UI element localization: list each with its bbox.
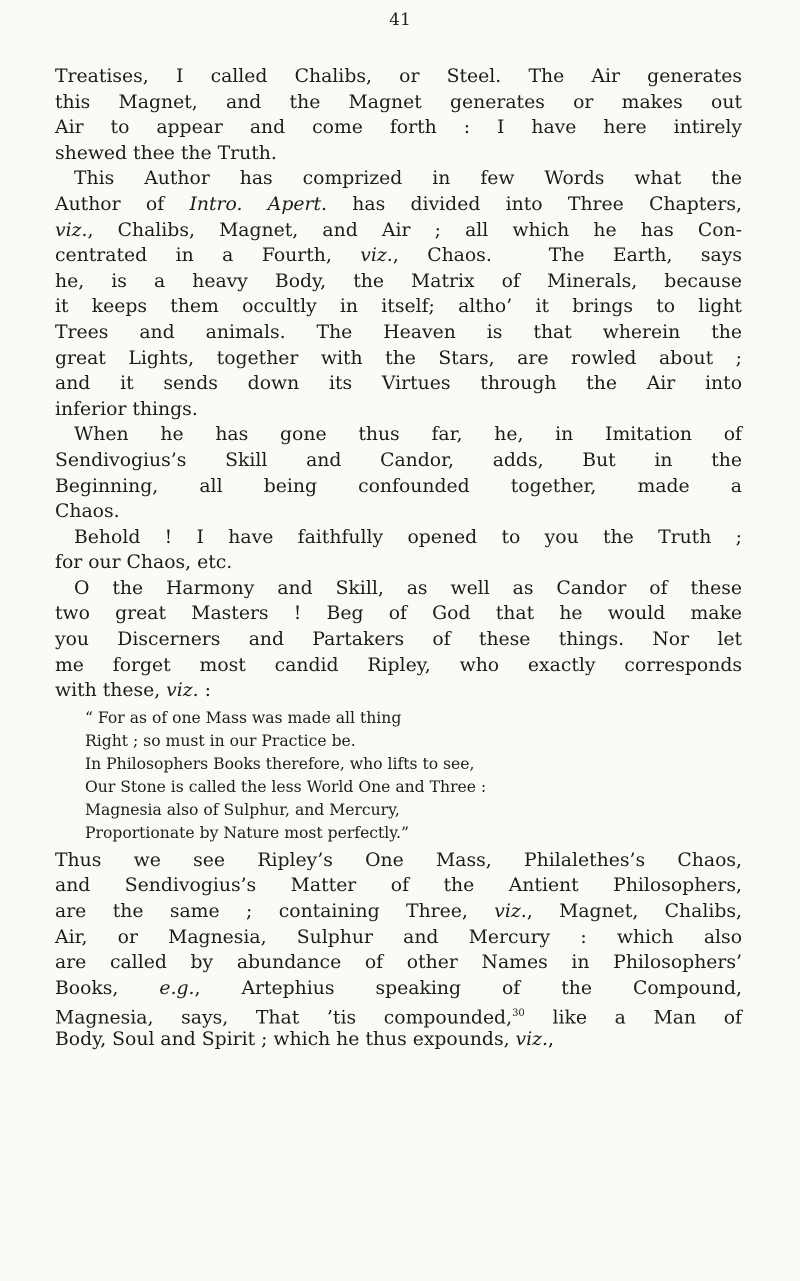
- text-line: shewed thee the Truth.: [55, 142, 277, 164]
- text-line: two great Masters ! Beg of God that he would make: [55, 603, 742, 625]
- text-line: When he has gone thus far, he, in Imitation of: [74, 424, 742, 446]
- text-line: this Magnet, and the Magnet generates or makes out: [55, 91, 742, 113]
- text-line: Air to appear and come forth : I have here intirely: [55, 117, 742, 139]
- text-line: viz., Chalibs, Magnet, and Air ; all which he has Con-: [55, 219, 742, 241]
- verse-quotation: [55, 707, 742, 845]
- text-line: Trees and animals. The Heaven is that wherein the: [55, 321, 742, 343]
- text-line: centrated in a Fourth, viz., Chaos. The Earth, says: [55, 245, 742, 267]
- text-line: are called by abundance of other Names in Philosophers’: [55, 952, 742, 974]
- text-line: Treatises, I called Chalibs, or Steel. The Air generates: [55, 66, 742, 87]
- text-line: great Lights, together with the Stars, are rowled about ;: [55, 347, 742, 369]
- text-line: he, is a heavy Body, the Matrix of Minerals, because: [55, 270, 742, 292]
- text-line: Sendivogius’s Skill and Candor, adds, But in the: [55, 449, 742, 471]
- paragraph: [55, 166, 742, 422]
- paragraph: [55, 64, 742, 166]
- text-line: Beginning, all being confounded together, made a: [55, 475, 742, 497]
- paragraph: [55, 576, 742, 704]
- text-line: Magnesia, says, That ’tis compounded,$^{30}$ like a Man of: [55, 1007, 742, 1029]
- text-line: Author of Intro. Apert. has divided into Three Chapters,: [55, 193, 743, 215]
- text-line: inferior things.: [55, 398, 198, 420]
- text-line: This Author has comprized in few Words what the: [74, 168, 742, 190]
- verse-line: Proportionate by Nature most perfectly.”: [85, 823, 409, 842]
- text-line: and it sends down its Virtues through the Air into: [55, 373, 742, 395]
- text-line: are the same ; containing Three, viz., Magnet, Chalibs,: [55, 901, 742, 923]
- text-line: Behold ! I have faithfully opened to you the Truth ;: [74, 526, 742, 548]
- text-line: Thus we see Ripley’s One Mass, Philalethes’s Chaos,: [55, 849, 742, 871]
- text-line: Body, Soul and Spirit ; which he thus expounds, viz.,: [55, 1029, 555, 1050]
- text-line: with these, viz. :: [55, 680, 211, 702]
- paragraph: [55, 848, 742, 1053]
- paragraph: [55, 422, 742, 524]
- text-line: O the Harmony and Skill, as well as Candor of these: [74, 577, 742, 599]
- verse-line: “ For as of one Mass was made all thing: [85, 708, 402, 727]
- text-line: me forget most candid Ripley, who exactly corresponds: [55, 654, 742, 676]
- verse-line: Our Stone is called the less World One and Three :: [85, 777, 487, 796]
- italic-title: Intro. Apert.: [189, 193, 327, 215]
- page-number: 41: [389, 10, 411, 30]
- paragraph: [55, 525, 742, 576]
- text-line: Air, or Magnesia, Sulphur and Mercury : which also: [55, 926, 742, 948]
- verse-line: In Philosophers Books therefore, who lifts to see,: [85, 754, 475, 773]
- verse-line: Magnesia also of Sulphur, and Mercury,: [85, 800, 400, 819]
- body-text: [55, 64, 742, 1053]
- verse-line: Right ; so must in our Practice be.: [85, 731, 356, 750]
- text-line: Chaos.: [55, 501, 120, 523]
- text-line: it keeps them occultly in itself; altho’ it brings to light: [55, 296, 742, 318]
- text-line: and Sendivogius’s Matter of the Antient Philosophers,: [55, 875, 742, 897]
- text-line: for our Chaos, etc.: [55, 552, 233, 574]
- footnote-marker: 30: [512, 1008, 525, 1020]
- text-line: Books, e.g., Artephius speaking of the Compound,: [55, 977, 742, 999]
- text-line: you Discerners and Partakers of these things. Nor let: [55, 629, 742, 651]
